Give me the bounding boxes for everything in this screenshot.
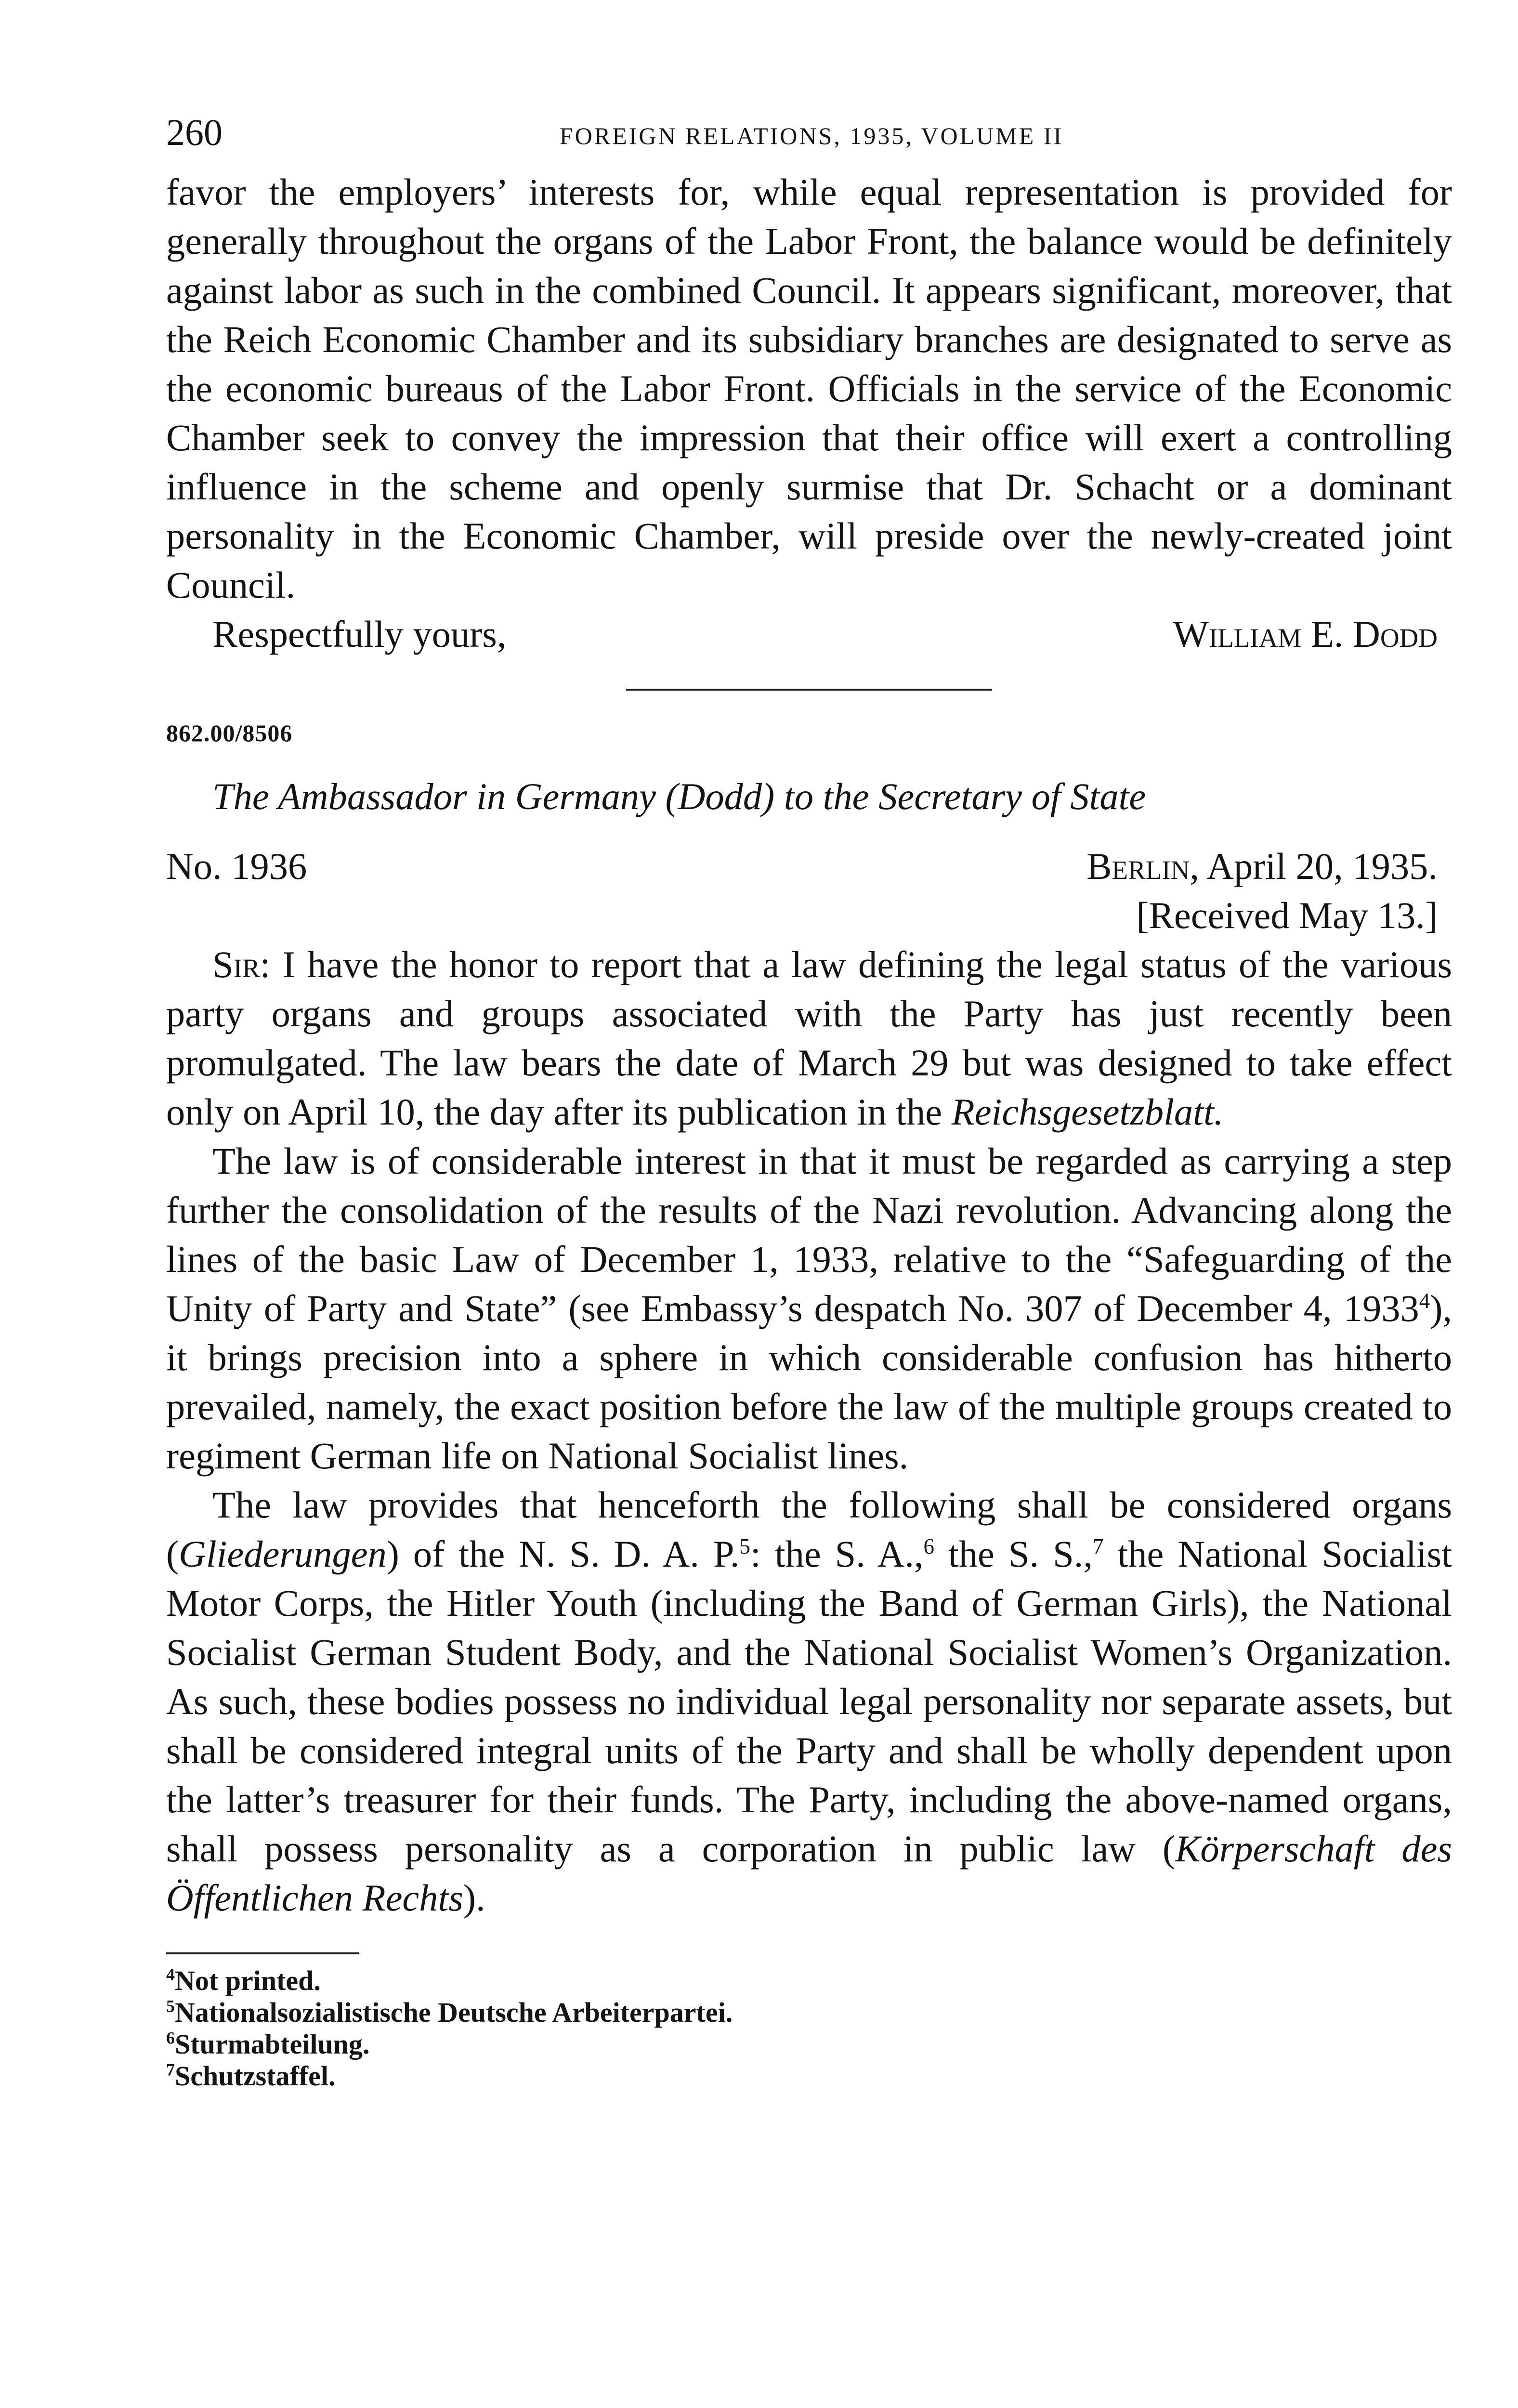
page-header: [166, 96, 1452, 153]
paragraph-text: : I have the honor to report that a law defining the legal status of the various party organs and groups associated with the Party has just recently been promulgated. The law bears the date of March 29 but was designed to take effect only on April 10, the day after its publication in the: [166, 943, 1452, 1133]
footnote-text: Sturmabteilung.: [175, 2028, 370, 2060]
footnote-number: 4: [166, 1964, 175, 1984]
dispatch-date: , April 20, 1935.: [1190, 845, 1438, 887]
dispatch-place: Berlin: [1086, 845, 1190, 887]
section-divider: [626, 689, 992, 691]
paragraph-text: : the S. A.,: [750, 1533, 924, 1575]
dispatch-place-date: [1086, 842, 1438, 891]
footnote-ref[interactable]: 5: [739, 1534, 750, 1558]
document-id: 862.00/8506: [166, 720, 293, 746]
paragraph-text: the S. S.,: [934, 1533, 1093, 1575]
footnote-number: 5: [166, 1996, 175, 2016]
dispatch-number: No. 1936: [166, 845, 307, 887]
document-title: The Ambassador in Germany (Dodd) to the Secretary of State: [212, 775, 1146, 817]
paragraph-text: ) of the N. S. D. A. P.: [386, 1533, 740, 1575]
paragraph-law-interest: [166, 1137, 1452, 1480]
footnote: [166, 1997, 1452, 2028]
closing-salutation: Respectfully yours,: [212, 613, 507, 655]
paragraph-text: The law is of considerable interest in that it must be regarded as carrying a step further the consolidation of the results of the Nazi revolution. Advancing along the lines of the basic Law of December 1, 1933, relative to the “Safeguarding of the Unity of Party and State” (see Embassy’s despatch No. 307 of December 4, 1933: [166, 1140, 1452, 1329]
paragraph-text: the National Socialist Motor Corps, the Hitler Youth (including the Band of German Girls), the National Socialist German Student Body, and the National Socialist Women’s Organization. As such, these bodies possess no individual legal personality nor separate assets, but shall be considered integral units of the Party and shall be wholly dependent upon the latter’s treasurer for their funds. The Party, including the above-named organs, shall possess personality as a corporation in public law (: [166, 1533, 1453, 1870]
footnote-divider: [166, 1952, 359, 1954]
footnote: [166, 2060, 1452, 2092]
paragraph-law-provisions: [166, 1480, 1452, 1923]
footnote-text: Not printed.: [175, 1965, 321, 1996]
footnote-text: Schutzstaffel.: [175, 2060, 336, 2092]
running-title: FOREIGN RELATIONS, 1935, VOLUME II: [559, 122, 1064, 149]
footnote: [166, 2028, 1452, 2060]
footnotes: [166, 1965, 1452, 2092]
footnote-text: Nationalsozialistische Deutsche Arbeiterpartei.: [175, 1997, 733, 2028]
footnote-ref[interactable]: 6: [923, 1534, 935, 1558]
paragraph-report: [166, 940, 1452, 1137]
received-date: [Received May 13.]: [1136, 894, 1438, 936]
signature: William E. Dodd: [1173, 613, 1438, 655]
salutation-sir: Sir: [212, 943, 260, 985]
paragraph-italic: Gliederungen: [179, 1533, 387, 1575]
footnote-ref[interactable]: 4: [1419, 1288, 1430, 1313]
paragraph-text-end: ), it brings precision into a sphere in which considerable confusion has hitherto prevailed, namely, the exact position before the law of the multiple groups created to regiment German life on National Socialist lines.: [166, 1287, 1452, 1477]
document-page: [166, 96, 1452, 2092]
footnote: [166, 1965, 1452, 1997]
paragraph-italic: Körperschaft des Öffentlichen Rechts: [166, 1828, 1452, 1919]
closing-line: [166, 610, 1452, 659]
footnote-number: 7: [166, 2060, 175, 2080]
paragraph-continuation: favor the employers’ interests for, while equal representation is provided for generally throughout the organs of the Labor Front, the balance would be definitely against labor as such in the combined Council. It appears significant, moreover, that the Reich Economic Chamber and its subsidiary branches are designated to serve as the economic bureaus of the Labor Front. Officials in the service of the Economic Chamber seek to convey the impression that their office will exert a controlling influence in the scheme and openly surmise that Dr. Schacht or a dominant personality in the Economic Chamber, will preside over the newly-created joint Council.: [166, 171, 1452, 606]
paragraph-italic: Reichsgesetzblatt.: [951, 1091, 1224, 1133]
footnote-ref[interactable]: 7: [1093, 1534, 1104, 1558]
page-number: 260: [166, 111, 222, 153]
footnote-number: 6: [166, 2028, 175, 2048]
dispatch-line: [166, 842, 1452, 891]
paragraph-text-end: ).: [463, 1877, 485, 1919]
paragraph-text: The law provides that henceforth the following shall be considered organs (: [166, 1484, 1452, 1575]
